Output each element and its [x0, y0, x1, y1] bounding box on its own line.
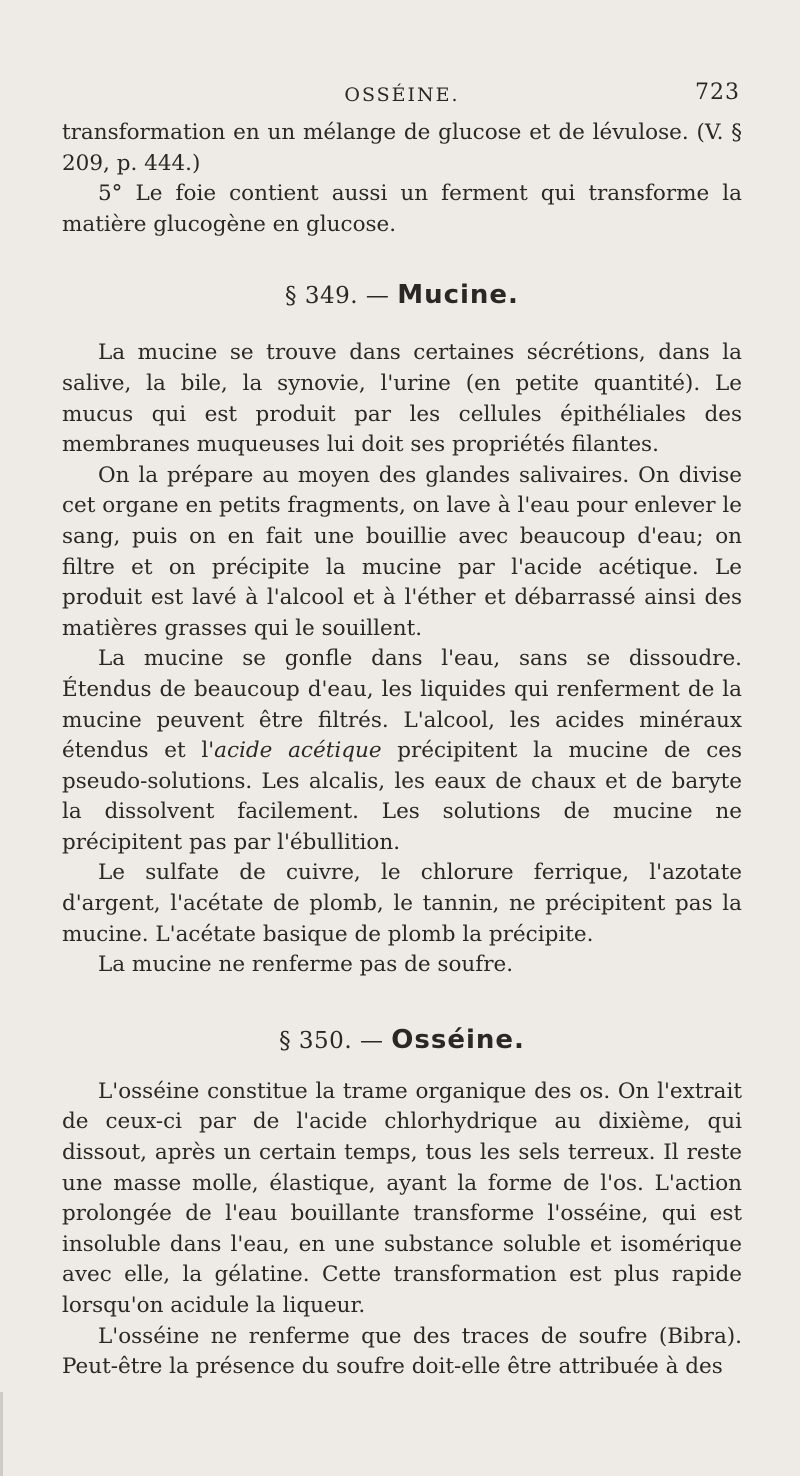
mucine-paragraph-3-end: précipitent la mucine de ces pseudo-solutions. Les alcalis, les eaux de chaux et de baryte la dissolvent facilement. Les solutions de mucine ne précipitent pas par l'ébullition.: [62, 738, 742, 855]
mucine-paragraph-1: La mucine se trouve dans certaines sécrétions, dans la salive, la bile, la synovie, l'urine (en petite quantité). Le mucus qui est produit par les cellules épithéliales des membranes muqueuses lui doit ses propriétés filantes.: [62, 340, 742, 458]
mucine-paragraph-3-start: La mucine se gonfle dans l'eau, sans se dissoudre. Étendus de beaucoup d'eau, les liquides qui renferment de la mucine peuvent être filtrés. L'alcool, les acides minéraux étendus et l': [62, 646, 742, 764]
mucine-paragraph-5: La mucine ne renferme pas de soufre.: [98, 952, 514, 978]
continuation-paragraph: transformation en un mélange de glucose et de lévulose. (V. § 209, p. 444.): [62, 120, 742, 176]
mucine-paragraph-4: Le sulfate de cuivre, le chlorure ferrique, l'azotate d'argent, l'acétate de plomb, le tannin, ne précipitent pas la mucine. L'acétate basique de plomb la précipite.: [62, 860, 742, 947]
osseine-paragraph-1: L'osséine constitue la trame organique des os. On l'extrait de ceux-ci par de l'acide chlorhydrique au dixième, qui dissout, après un certain temps, tous les sels terreux. Il reste une masse molle, élastique, ayant la forme de l'os. L'action prolongée de l'eau bouillante transforme l'osséine, qui est insoluble dans l'eau, en une substance soluble et isomérique avec elle, la gélatine. Cette transformation est plus rapide lorsqu'on acidule la liqueur.: [62, 1078, 742, 1318]
page-number: 723: [695, 80, 740, 105]
mucine-paragraph-3-italic: acide acétique: [214, 738, 382, 764]
section-349-number: § 349. —: [285, 283, 390, 310]
point-5-paragraph: 5° Le foie contient aussi un ferment qui transforme la matière glucogène en glucose.: [62, 181, 742, 237]
mucine-paragraph-2: On la prépare au moyen des glandes salivaires. On divise cet organe en petits fragments, on lave à l'eau pour enlever le sang, puis on en fait une bouillie avec beaucoup d'eau; on filtre et on précipite la mucine par l'acide acétique. Le produit est lavé à l'alcool et à l'éther et débarrassé ainsi des matières grasses qui le souillent.: [62, 462, 742, 641]
section-350-heading: [62, 1025, 742, 1055]
page-edge-shadow: [0, 1392, 3, 1476]
osseine-paragraph-2: L'osséine ne renferme que des traces de soufre (Bibra). Peut-être la présence du soufre doit-elle être attribuée à des: [62, 1323, 742, 1380]
mucine-paragraph-3: [62, 644, 742, 858]
section-349-heading: [62, 280, 742, 310]
running-head-title: OSSÉINE.: [344, 84, 460, 106]
section-349-title: Mucine.: [397, 280, 519, 311]
running-head: [62, 80, 742, 118]
section-350-title: Osséine.: [391, 1024, 525, 1055]
book-page: [62, 80, 742, 1383]
section-350-number: § 350. —: [279, 1027, 384, 1054]
